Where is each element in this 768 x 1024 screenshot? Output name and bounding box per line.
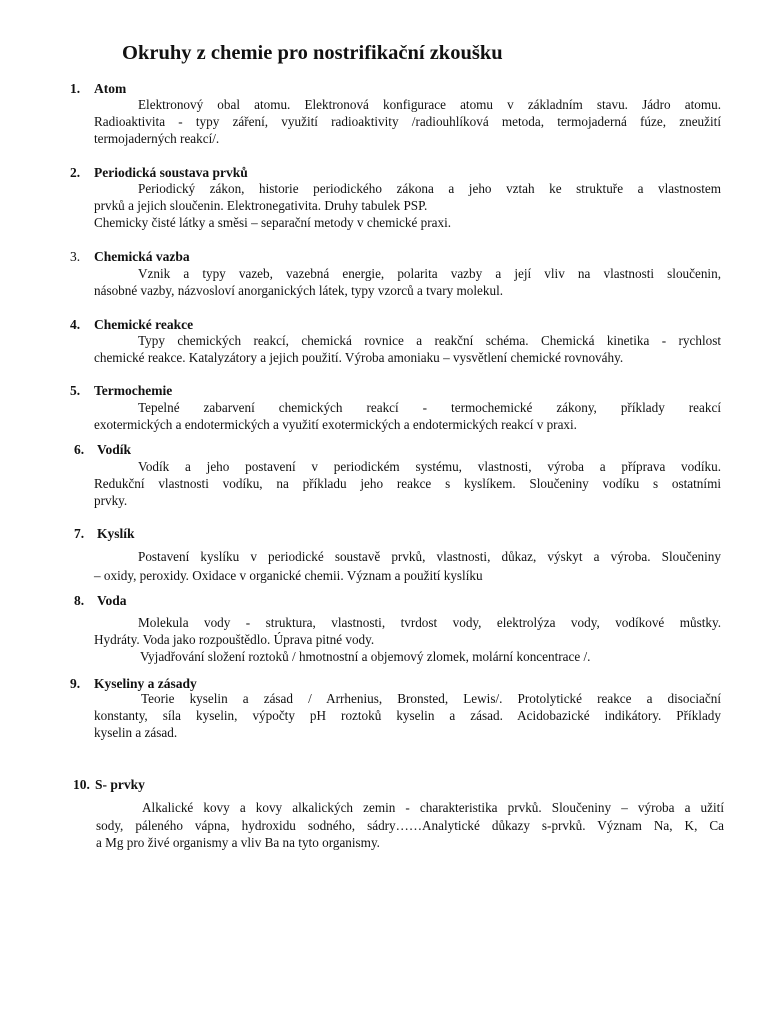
section-title: Vodík — [97, 442, 132, 457]
section-text-line: – oxidy, peroxidy. Oxidace v organické chemii. Význam a použití kyslíku — [94, 568, 483, 583]
section-number: 4. — [70, 317, 81, 332]
section-number: 5. — [70, 383, 81, 398]
section-text-line: Elektronový obal atomu. Elektronová konfigurace atomu v základním stavu. Jádro atomu. — [138, 97, 721, 112]
section-text-line: kyselin a zásad. — [94, 725, 178, 740]
section-heading-6 — [74, 441, 131, 458]
section-text-line: prvků a jejich sloučenin. Elektronegativita. Druhy tabulek PSP. — [94, 198, 428, 213]
section-text-line: Postavení kyslíku v periodické soustavě prvků, vlastnosti, důkaz, výskyt a výroba. Sloučeniny — [138, 549, 721, 564]
section-title: S- prvky — [95, 777, 145, 792]
section-heading-5 — [70, 382, 172, 399]
section-number: 1. — [70, 81, 81, 96]
section-text-line: Molekula vody - struktura, vlastnosti, tvrdost vody, elektrolýza vody, vodíkové můstky. — [138, 615, 721, 630]
section-title: Voda — [97, 593, 127, 608]
section-number: 2. — [70, 165, 81, 180]
section-number: 3. — [70, 249, 81, 264]
section-heading-1 — [70, 80, 126, 97]
section-text-line: Hydráty. Voda jako rozpouštědlo. Úprava pitné vody. — [94, 632, 375, 647]
section-heading-2 — [70, 164, 248, 181]
section-title: Periodická soustava prvků — [94, 165, 248, 180]
section-number: 9. — [70, 676, 81, 691]
section-text-line: Chemicky čisté látky a směsi – separační metody v chemické praxi. — [94, 215, 452, 230]
section-text-line: Tepelné zabarvení chemických reakcí - termochemické zákony, příklady reakcí — [138, 400, 721, 415]
section-text-line: Vznik a typy vazeb, vazebná energie, polarita vazby a její vliv na vlastnosti sloučenin, — [138, 266, 721, 281]
section-text-line: Teorie kyselin a zásad / Arrhenius, Bronsted, Lewis/. Protolytické reakce a disociační — [141, 691, 721, 706]
section-title: Atom — [94, 81, 127, 96]
section-text-line: a Mg pro živé organismy a vliv Ba na tyto organismy. — [96, 835, 380, 850]
page-title: Okruhy z chemie pro nostrifikační zkoušku — [122, 42, 503, 64]
section-text-line: Periodický zákon, historie periodického zákona a jeho vztah ke struktuře a vlastnostem — [138, 181, 721, 196]
section-text-line: konstanty, síla kyselin, výpočty pH roztoků kyselin a zásad. Acidobazické indikátory. Příklady — [94, 708, 721, 723]
section-number: 6. — [74, 442, 85, 457]
section-number: 7. — [74, 526, 85, 541]
section-text-line: násobné vazby, názvosloví anorganických látek, typy vzorců a tvary molekul. — [94, 283, 504, 298]
section-heading-7 — [74, 525, 135, 542]
section-heading-10 — [73, 776, 145, 793]
section-text-line: Alkalické kovy a kovy alkalických zemin - charakteristika prvků. Sloučeniny – výroba a užití — [142, 800, 724, 815]
section-text-line: Radioaktivita - typy záření, využití radioaktivity /radiouhlíková metoda, termojaderná fúze, zneužití — [94, 114, 721, 129]
section-text-line: termojaderných reakcí/. — [94, 131, 220, 146]
section-text-line: Redukční vlastnosti vodíku, na příkladu jeho reakce s kyslíkem. Sloučeniny vodíku s ostatními — [94, 476, 721, 491]
section-text-line: prvky. — [94, 493, 128, 508]
section-title: Chemické reakce — [94, 317, 194, 332]
section-text-line: chemické reakce. Katalyzátory a jejich použití. Výroba amoniaku – vysvětlení chemické rovnováhy. — [94, 350, 624, 365]
section-text-line: Vyjadřování složení roztoků / hmotnostní a objemový zlomek, molární koncentrace /. — [140, 649, 591, 664]
section-text-line: sody, páleného vápna, hydroxidu sodného, sádry……Analytické důkazy s-prvků. Význam Na, K, Ca — [96, 818, 724, 833]
section-title: Kyslík — [97, 526, 135, 541]
section-heading-8 — [74, 592, 127, 609]
section-heading-4 — [70, 316, 193, 333]
section-heading-3 — [70, 248, 190, 265]
section-title: Kyseliny a zásady — [94, 676, 197, 691]
section-title: Termochemie — [94, 383, 173, 398]
section-title: Chemická vazba — [94, 249, 190, 264]
section-number: 10. — [73, 777, 90, 792]
section-number: 8. — [74, 593, 85, 608]
section-text-line: exotermických a endotermických a využití exotermických a endotermických reakcí v praxi. — [94, 417, 577, 432]
section-text-line: Typy chemických reakcí, chemická rovnice a reakční schéma. Chemická kinetika - rychlost — [138, 333, 721, 348]
section-text-line: Vodík a jeho postavení v periodickém systému, vlastnosti, výroba a příprava vodíku. — [138, 459, 721, 474]
